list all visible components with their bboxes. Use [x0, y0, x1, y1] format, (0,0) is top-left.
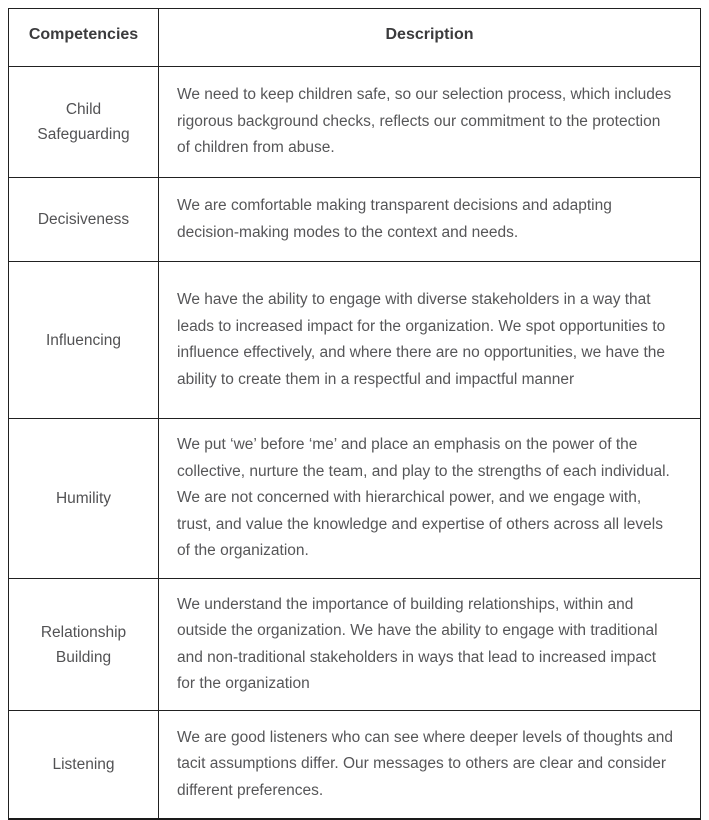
table-row — [9, 67, 700, 178]
competency-cell: Humility — [9, 419, 159, 578]
description-cell: We have the ability to engage with diverse stakeholders in a way that leads to increased impact for the organization. We spot opportunities to influence effectively, and where there are no opportunities, we have the ability to create them in a respectful and impactful manner — [177, 291, 666, 388]
table-row — [9, 262, 700, 419]
table-row — [9, 178, 700, 262]
competencies-table — [8, 8, 701, 820]
competency-cell: Decisiveness — [9, 178, 159, 261]
description-cell: We are good listeners who can see where deeper levels of thoughts and tacit assumptions differ. Our messages to others are clear and consider different preferences. — [177, 728, 674, 799]
competency-cell: Listening — [9, 711, 159, 818]
header-competencies: Competencies — [9, 9, 159, 66]
table-header-row — [9, 9, 700, 67]
table-row — [9, 419, 700, 579]
header-description: Description — [385, 26, 474, 43]
competency-cell: Child Safeguarding — [9, 67, 159, 177]
description-cell: We put ‘we’ before ‘me’ and place an emphasis on the power of the collective, nurture the team, and play to the strengths of each individual. We are not concerned with hierarchical power, and we engage with, trust, and value the knowledge and expertise of others across all levels of the organization. — [177, 436, 670, 560]
description-cell: We need to keep children safe, so our selection process, which includes rigorous background checks, reflects our commitment to the protection of children from abuse. — [177, 86, 672, 157]
description-cell: We understand the importance of building relationships, within and outside the organization. We have the ability to engage with traditional and non-traditional stakeholders in ways that lead to increased impact for the organization — [177, 595, 658, 692]
competency-cell: Relationship Building — [9, 579, 159, 710]
competency-cell: Influencing — [9, 262, 159, 418]
description-cell: We are comfortable making transparent decisions and adapting decision-making modes to the context and needs. — [177, 197, 612, 241]
table-row — [9, 579, 700, 711]
table-row — [9, 711, 700, 818]
